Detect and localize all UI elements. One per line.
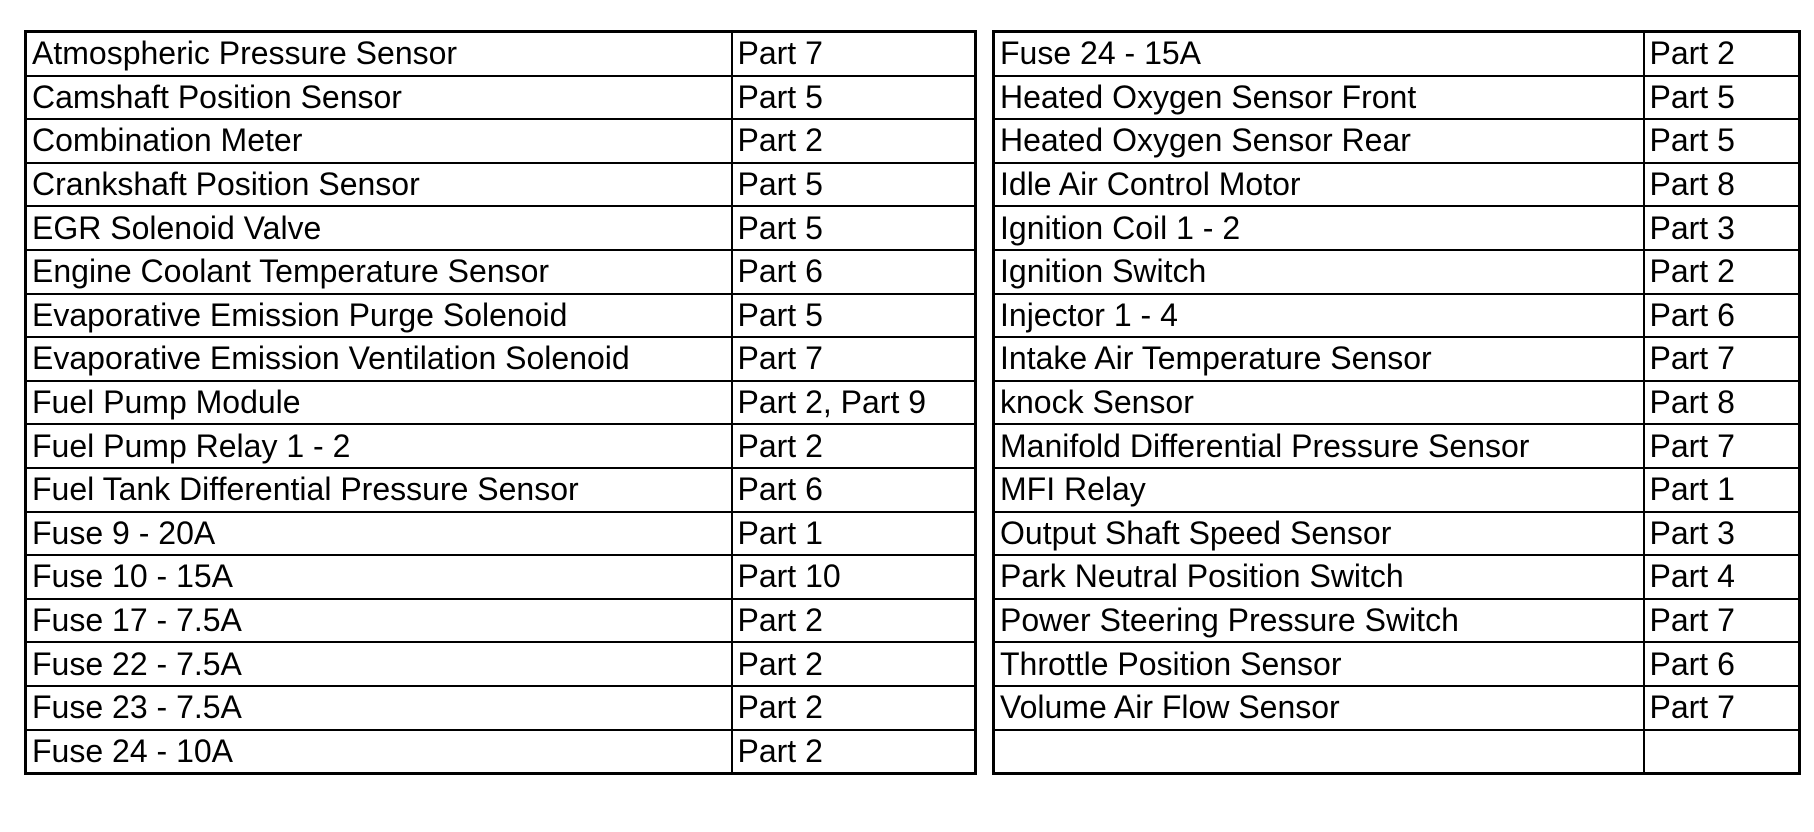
component-name-cell: Combination Meter: [26, 119, 732, 163]
component-name-cell: Fuse 24 - 15A: [994, 32, 1644, 76]
table-row: [994, 163, 1800, 207]
location-cell: Part 2: [732, 686, 976, 730]
component-name-cell: knock Sensor: [994, 381, 1644, 425]
table-row: [994, 206, 1800, 250]
table-row: [26, 468, 976, 512]
location-cell: Part 5: [1644, 76, 1800, 120]
table-row: [994, 730, 1800, 774]
component-name-cell: Fuse 10 - 15A: [26, 555, 732, 599]
table-row: [26, 730, 976, 774]
table-row: [26, 119, 976, 163]
component-name-cell: Heated Oxygen Sensor Rear: [994, 119, 1644, 163]
location-cell: [1644, 730, 1800, 774]
location-cell: Part 3: [1644, 206, 1800, 250]
table-row: [26, 250, 976, 294]
location-cell: Part 6: [1644, 294, 1800, 338]
table-row: [994, 76, 1800, 120]
table-row: [26, 512, 976, 556]
location-cell: Part 2: [732, 642, 976, 686]
table-row: [26, 642, 976, 686]
table-row: [26, 424, 976, 468]
table-row: [26, 163, 976, 207]
component-name-cell: Injector 1 - 4: [994, 294, 1644, 338]
table-row: [26, 381, 976, 425]
table-row: [994, 119, 1800, 163]
component-index-table-right: [992, 30, 1801, 775]
component-name-cell: Output Shaft Speed Sensor: [994, 512, 1644, 556]
component-name-cell: Fuse 9 - 20A: [26, 512, 732, 556]
component-name-cell: Engine Coolant Temperature Sensor: [26, 250, 732, 294]
location-cell: Part 7: [1644, 337, 1800, 381]
location-cell: Part 2: [1644, 250, 1800, 294]
location-cell: Part 6: [732, 468, 976, 512]
component-name-cell: Heated Oxygen Sensor Front: [994, 76, 1644, 120]
component-name-cell: Power Steering Pressure Switch: [994, 599, 1644, 643]
component-name-cell: MFI Relay: [994, 468, 1644, 512]
location-cell: Part 5: [732, 163, 976, 207]
table-row: [994, 599, 1800, 643]
location-cell: Part 5: [732, 294, 976, 338]
table-row: [26, 555, 976, 599]
component-name-cell: Manifold Differential Pressure Sensor: [994, 424, 1644, 468]
component-name-cell: Evaporative Emission Ventilation Solenoid: [26, 337, 732, 381]
component-name-cell: Intake Air Temperature Sensor: [994, 337, 1644, 381]
component-name-cell: Fuel Tank Differential Pressure Sensor: [26, 468, 732, 512]
location-cell: Part 1: [732, 512, 976, 556]
location-cell: Part 2: [732, 730, 976, 774]
component-name-cell: Volume Air Flow Sensor: [994, 686, 1644, 730]
location-cell: Part 2: [732, 424, 976, 468]
location-cell: Part 4: [1644, 555, 1800, 599]
table-row: [26, 32, 976, 76]
component-name-cell: Fuse 17 - 7.5A: [26, 599, 732, 643]
table-body-right: [994, 32, 1800, 774]
location-cell: Part 5: [732, 76, 976, 120]
table-body-left: [26, 32, 976, 774]
location-cell: Part 7: [732, 32, 976, 76]
table-row: [994, 555, 1800, 599]
component-name-cell: Crankshaft Position Sensor: [26, 163, 732, 207]
component-name-cell: Ignition Coil 1 - 2: [994, 206, 1644, 250]
table-row: [26, 206, 976, 250]
location-cell: Part 1: [1644, 468, 1800, 512]
table-row: [26, 599, 976, 643]
component-name-cell: Fuel Pump Module: [26, 381, 732, 425]
table-row: [994, 250, 1800, 294]
table-row: [994, 642, 1800, 686]
component-name-cell: Camshaft Position Sensor: [26, 76, 732, 120]
table-row: [26, 686, 976, 730]
component-name-cell: Fuse 24 - 10A: [26, 730, 732, 774]
location-cell: Part 2: [1644, 32, 1800, 76]
table-row: [26, 337, 976, 381]
table-row: [994, 32, 1800, 76]
table-row: [994, 686, 1800, 730]
location-cell: Part 8: [1644, 381, 1800, 425]
location-cell: Part 2, Part 9: [732, 381, 976, 425]
location-cell: Part 2: [732, 119, 976, 163]
component-name-cell: EGR Solenoid Valve: [26, 206, 732, 250]
component-name-cell: Fuel Pump Relay 1 - 2: [26, 424, 732, 468]
component-name-cell: Throttle Position Sensor: [994, 642, 1644, 686]
location-cell: Part 6: [1644, 642, 1800, 686]
location-cell: Part 7: [732, 337, 976, 381]
table-row: [994, 294, 1800, 338]
table-row: [994, 468, 1800, 512]
table-row: [994, 381, 1800, 425]
location-cell: Part 3: [1644, 512, 1800, 556]
location-cell: Part 6: [732, 250, 976, 294]
location-cell: Part 5: [1644, 119, 1800, 163]
table-row: [994, 337, 1800, 381]
component-name-cell: Fuse 22 - 7.5A: [26, 642, 732, 686]
component-index: [24, 30, 1798, 800]
component-name-cell: Atmospheric Pressure Sensor: [26, 32, 732, 76]
component-name-cell: Park Neutral Position Switch: [994, 555, 1644, 599]
component-name-cell: Ignition Switch: [994, 250, 1644, 294]
component-index-table-left: [24, 30, 977, 775]
table-row: [994, 512, 1800, 556]
location-cell: Part 8: [1644, 163, 1800, 207]
location-cell: Part 2: [732, 599, 976, 643]
component-name-cell: [994, 730, 1644, 774]
table-row: [994, 424, 1800, 468]
component-name-cell: Evaporative Emission Purge Solenoid: [26, 294, 732, 338]
table-row: [26, 294, 976, 338]
location-cell: Part 7: [1644, 599, 1800, 643]
location-cell: Part 7: [1644, 686, 1800, 730]
component-name-cell: Idle Air Control Motor: [994, 163, 1644, 207]
table-row: [26, 76, 976, 120]
location-cell: Part 7: [1644, 424, 1800, 468]
component-name-cell: Fuse 23 - 7.5A: [26, 686, 732, 730]
location-cell: Part 5: [732, 206, 976, 250]
location-cell: Part 10: [732, 555, 976, 599]
